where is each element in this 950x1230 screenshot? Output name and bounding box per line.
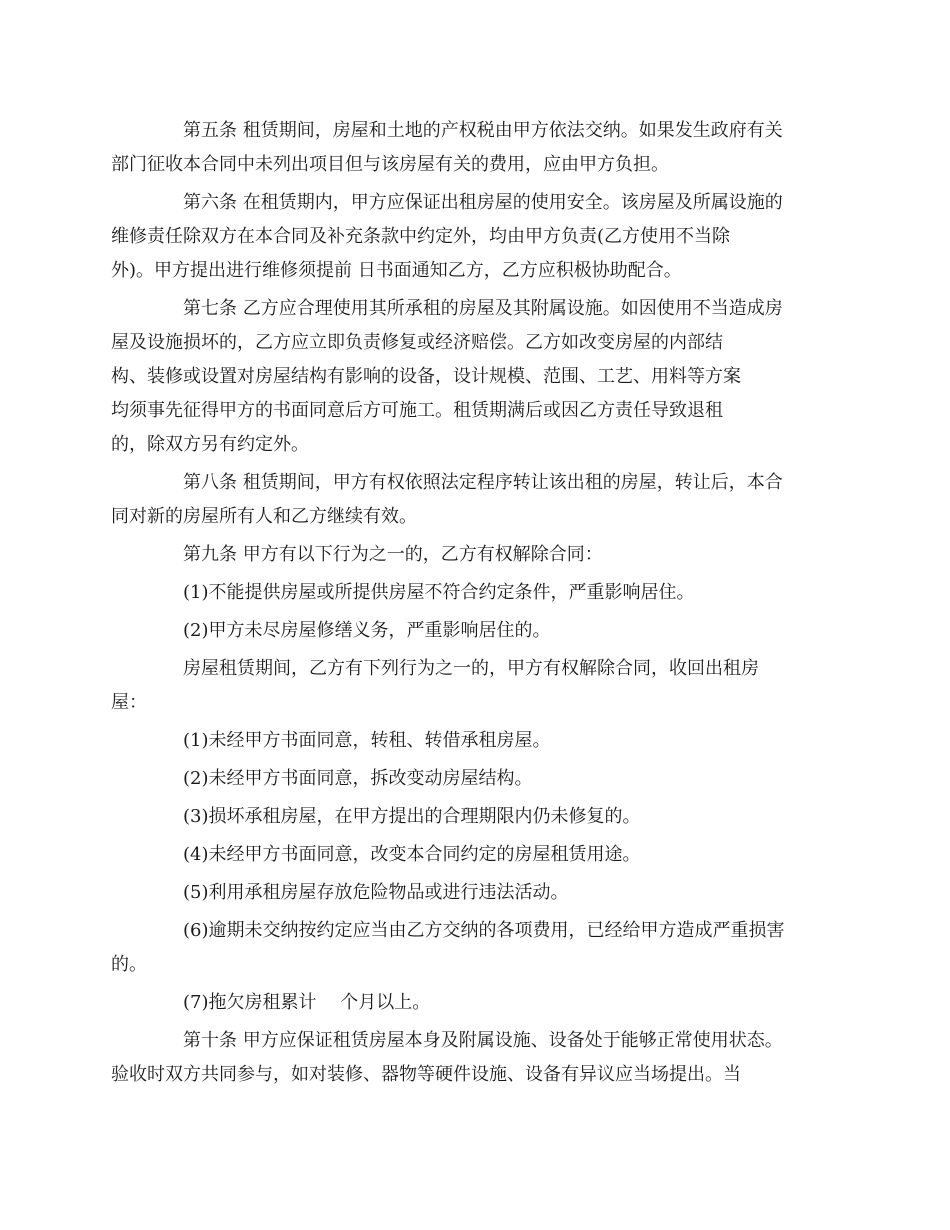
document-body xyxy=(111,114,812,1096)
paragraph xyxy=(111,186,812,288)
paragraph xyxy=(111,1024,812,1092)
paragraph xyxy=(111,914,812,982)
text-line: (5)利用承租房屋存放危险物品或进行违法活动。 xyxy=(183,882,569,903)
paragraph xyxy=(111,114,812,182)
text-line: (7)拖欠房租累计 个月以上。 xyxy=(183,992,431,1013)
text-line: 第五条 租赁期间，房屋和土地的产权税由甲方依法交纳。如果发生政府有关 xyxy=(183,120,783,141)
text-line: 的。 xyxy=(111,954,147,975)
text-line: 屋： xyxy=(111,692,147,713)
text-line: 屋及设施损坏的，乙方应立即负责修复或经济赔偿。乙方如改变房屋的内部结 xyxy=(111,332,723,353)
text-line: 第十条 甲方应保证租赁房屋本身及附属设施、设备处于能够正常使用状态。 xyxy=(183,1030,783,1051)
paragraph xyxy=(147,614,812,648)
paragraph xyxy=(111,652,812,720)
paragraph xyxy=(111,466,812,534)
text-line: 部门征收本合同中未列出项目但与该房屋有关的费用，应由甲方负担。 xyxy=(111,154,669,175)
paragraph xyxy=(147,538,812,572)
text-line: 第八条 租赁期间，甲方有权依照法定程序转让该出租的房屋，转让后，本合 xyxy=(183,472,783,493)
text-line: (2)未经甲方书面同意，拆改变动房屋结构。 xyxy=(183,768,533,789)
paragraph xyxy=(147,876,812,910)
text-line: (3)损坏承租房屋，在甲方提出的合理期限内仍未修复的。 xyxy=(183,806,641,827)
text-line: (1)不能提供房屋或所提供房屋不符合约定条件，严重影响居住。 xyxy=(183,582,695,603)
text-line: 构、装修或设置对房屋结构有影响的设备，设计规模、范围、工艺、用料等方案 xyxy=(111,366,741,387)
paragraph xyxy=(147,838,812,872)
paragraph xyxy=(147,762,812,796)
paragraph xyxy=(147,724,812,758)
paragraph xyxy=(147,800,812,834)
text-line: 第七条 乙方应合理使用其所承租的房屋及其附属设施。如因使用不当造成房 xyxy=(183,298,783,319)
text-line: (1)未经甲方书面同意，转租、转借承租房屋。 xyxy=(183,730,551,751)
text-line: 的，除双方另有约定外。 xyxy=(111,434,309,455)
text-line: 均须事先征得甲方的书面同意后方可施工。租赁期满后或因乙方责任导致退租 xyxy=(111,400,723,421)
paragraph xyxy=(147,576,812,610)
paragraph xyxy=(111,292,812,462)
text-line: 验收时双方共同参与，如对装修、器物等硬件设施、设备有异议应当场提出。当 xyxy=(111,1064,741,1085)
text-line: 第九条 甲方有以下行为之一的，乙方有权解除合同： xyxy=(183,544,603,565)
text-line: 外)。甲方提出进行维修须提前 日书面通知乙方，乙方应积极协助配合。 xyxy=(111,260,682,281)
paragraph xyxy=(147,986,812,1020)
text-line: (6)逾期未交纳按约定应当由乙方交纳的各项费用，已经给甲方造成严重损害 xyxy=(183,920,785,941)
text-line: 房屋租赁期间，乙方有下列行为之一的，甲方有权解除合同，收回出租房 xyxy=(183,658,759,679)
text-line: (2)甲方未尽房屋修缮义务，严重影响居住的。 xyxy=(183,620,551,641)
text-line: 第六条 在租赁期内，甲方应保证出租房屋的使用安全。该房屋及所属设施的 xyxy=(183,192,783,213)
text-line: 维修责任除双方在本合同及补充条款中约定外，均由甲方负责(乙方使用不当除 xyxy=(111,226,731,247)
text-line: (4)未经甲方书面同意，改变本合同约定的房屋租赁用途。 xyxy=(183,844,641,865)
text-line: 同对新的房屋所有人和乙方继续有效。 xyxy=(111,506,417,527)
